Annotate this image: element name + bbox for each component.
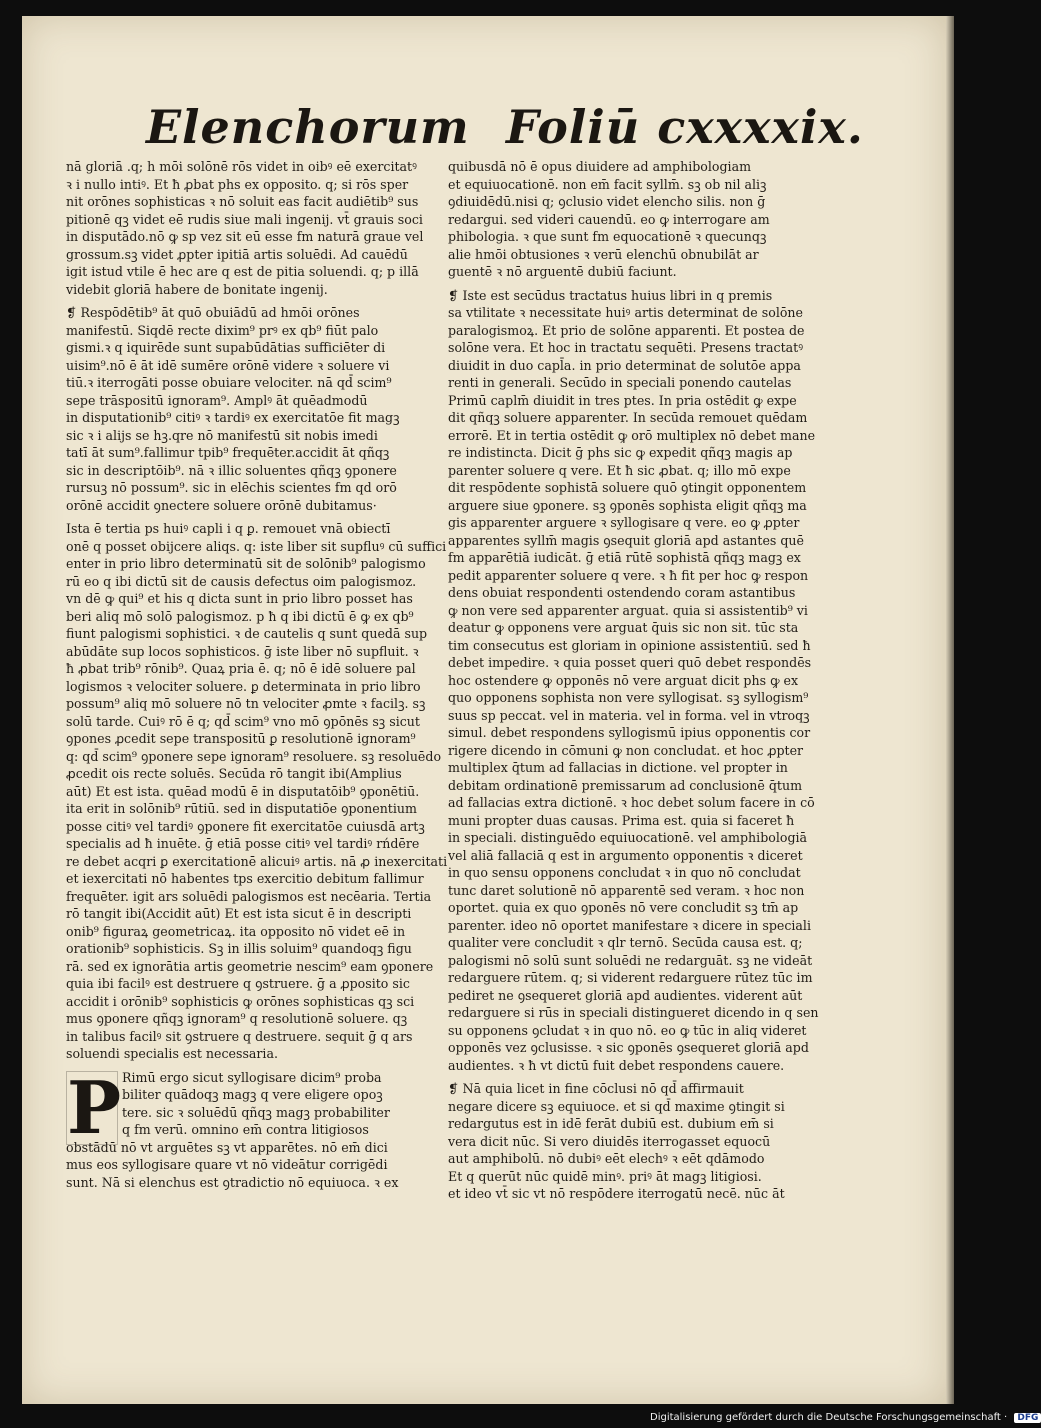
text-line: vn dē ꝙ qui⁹ et his q dicta sunt in prio libro posset has bbox=[66, 591, 413, 606]
text-line: gismi.ꝛ q iquirēde sunt supabūdātias sufficiēter di bbox=[66, 340, 386, 355]
text-line: dit qñqꝫ soluere apparenter. In secūda remouet quēdam bbox=[448, 410, 808, 425]
text-line: debet impedire. ꝛ quia posset queri quō debet respondēs bbox=[448, 655, 812, 670]
text-line: guentē ꝛ nō arguentē dubiū faciunt. bbox=[448, 264, 677, 279]
text-line: sepe trāspositū ignoram⁹. Amplꝰ āt quēadmodū bbox=[66, 392, 368, 408]
text-line: negare dicere sꝫ equiuoce. et si qd̄ maxime ꝯtingit si bbox=[448, 1098, 785, 1114]
text-line: sunt. Nā si elenchus est ꝯtradictio nō equiuoca. ꝛ ex bbox=[66, 1174, 399, 1190]
text-line: muni propter duas causas. Prima est. quia si faceret ħ bbox=[448, 812, 795, 828]
text-line: quo opponens sophista non vere syllogisat. sꝫ syllogism⁹ bbox=[448, 690, 809, 705]
text-line: onē q posset obijcere aliqs. q: iste liber sit supfluꝰ cū suffici bbox=[66, 538, 447, 554]
text-line: su opponens ꝯcludat ꝛ in quo nō. eo ꝙ tūc in aliq videret bbox=[448, 1022, 807, 1038]
text-line: ꝛ i nullo intiꝰ. Et ħ ꝓbat phs ex opposito. q; si rōs sper bbox=[66, 176, 409, 192]
text-line: tunc daret solutionē nō apparentē sed veram. ꝛ hoc non bbox=[448, 882, 805, 898]
text-line: Ista ē tertia ps huiꝰ capli i q ꝑ. remouet vnā obiectī bbox=[66, 521, 391, 536]
text-line: et iexercitati nō habentes tps exercitio debitum fallimur bbox=[66, 871, 424, 886]
text-line: arguere siue ꝯponere. sꝫ ꝯponēs sophista eligit qñqꝫ ma bbox=[448, 497, 807, 513]
text-line: q: qd̄ scim⁹ ꝯponere sepe ignoram⁹ resoluere. sꝫ resoluēdo bbox=[66, 748, 442, 764]
text-line: ❡ Iste est secūdus tractatus huius libri in q premis bbox=[448, 287, 773, 303]
text-line: ꝯpones ꝓcedit sepe transpositū ꝑ resolutionē ignoram⁹ bbox=[66, 731, 416, 746]
text-line: ħ ꝓbat trib⁹ rōnib⁹. Quaꝝ pria ē. q; nō ē idē soluere pal bbox=[66, 661, 416, 676]
text-line: pedit apparenter soluere q vere. ꝛ ħ fit per hoc ꝙ respon bbox=[448, 567, 809, 583]
text-line: rū eo q ibi dictū sit de causis defectus oim palogismoz. bbox=[66, 573, 417, 589]
text-line: logismos ꝛ velociter soluere. ꝑ determinata in prio libro bbox=[66, 678, 421, 694]
text-line: diuidit in duo capl̄a. in prio determinat de solutōe appa bbox=[448, 357, 801, 373]
text-line: manifestū. Siqdē recte dixim⁹ prꝰ ex qb⁹ fiūt palo bbox=[66, 322, 379, 338]
text-line: aut amphibolū. nō dubiꝰ eēt elechꝰ ꝛ eēt qdāmodo bbox=[448, 1151, 765, 1166]
text-line: sic ꝛ i alijs se hꝫ.qre nō manifestū sit nobis imedi bbox=[66, 427, 378, 443]
text-line: debitam ordinationē premissarum ad conclusionē q̄tum bbox=[448, 777, 803, 793]
text-line: grossum.sꝫ videt ꝓpter ipitiā artis soluēdi. Ad cauēdū bbox=[66, 246, 408, 262]
left-block-1 bbox=[66, 158, 424, 298]
text-line: Rimū ergo sicut syllogisare dicim⁹ proba bbox=[122, 1069, 382, 1085]
text-line: redargui. sed videri cauendū. eo ꝙ interrogare am bbox=[448, 211, 770, 227]
text-line: et ideo vt̄ sic vt nō respōdere iterrogatū necē. nūc āt bbox=[448, 1186, 785, 1201]
text-line: palogismi nō solū sunt soluēdi ne redarguāt. sꝫ ne videāt bbox=[448, 952, 813, 968]
text-line: abūdāte sup locos sophisticos. ḡ iste liber nō supfluit. ꝛ bbox=[66, 643, 419, 659]
text-line: re indistincta. Dicit ḡ phs sic ꝙ expedit qñqꝫ magis ap bbox=[448, 445, 793, 460]
text-line: fiunt palogismi sophistici. ꝛ de cautelis q sunt quedā sup bbox=[66, 626, 428, 641]
text-line: opponēs vez ꝯclusisse. ꝛ sic ꝯponēs ꝯsequeret gloriā apd bbox=[448, 1040, 809, 1055]
text-line: gis apparenter arguere ꝛ syllogisare q vere. eo ꝙ ꝓpter bbox=[448, 515, 800, 530]
text-line: in speciali. distinguēdo equiuocationē. vel amphibologiā bbox=[448, 830, 808, 845]
text-line: posse citiꝰ vel tardiꝰ ꝯponere fit exercitatōe cuiusdā artꝫ bbox=[66, 818, 425, 834]
text-line: et equiuocationē. non em̄ facit syllm̄. sꝫ ob nil aliꝫ bbox=[448, 176, 767, 192]
text-line: sa vtilitate ꝛ necessitate huiꝰ artis determinat de solōne bbox=[448, 305, 803, 320]
text-line: biliter quādoqꝫ magꝫ q vere eligere opoꝫ bbox=[122, 1087, 383, 1102]
text-line: simul. debet respondens syllogismū ipius opponentis cor bbox=[448, 725, 811, 740]
text-line: soluendi specialis est necessaria. bbox=[66, 1046, 278, 1061]
right-block-2 bbox=[448, 287, 819, 1075]
text-line: apparentes syllm̄ magis ꝯsequit gloriā apd astantes quē bbox=[448, 532, 804, 548]
text-line: fm apparētiā iudicāt. ḡ etiā rūtē sophistā qñqꝫ magꝫ ex bbox=[448, 550, 801, 565]
text-line: dens obuiat respondenti ostendendo coram astantibus bbox=[448, 585, 796, 600]
text-line: in disputationib⁹ citiꝰ ꝛ tardiꝰ ex exercitatōe fit magꝫ bbox=[66, 410, 400, 425]
decorated-initial: P bbox=[67, 1064, 122, 1150]
dfg-logo: DFG bbox=[1014, 1413, 1041, 1423]
text-line: renti in generali. Secūdo in speciali ponendo cautelas bbox=[448, 375, 792, 390]
text-line: alie hmōi obtusiones ꝛ verū elenchū obnubilāt ar bbox=[448, 246, 759, 262]
text-line: audientes. ꝛ ħ vt dictū fuit debet respondens cauere. bbox=[448, 1057, 785, 1073]
text-line: ꝓcedit ois recte soluēs. Secūda rō tangit ibi(Amplius bbox=[66, 766, 402, 781]
left-running-head: Elenchorum bbox=[146, 100, 470, 154]
text-line: in talibus facilꝰ sit ꝯstruere q destruere. sequit ḡ q ars bbox=[66, 1028, 413, 1044]
text-line: orōnē accidit ꝯnectere soluere orōnē dubitamus· bbox=[66, 497, 377, 513]
text-line: ꝙ non vere sed apparenter arguat. quia si assistentib⁹ vi bbox=[448, 602, 808, 618]
text-line: solū tarde. Cuiꝰ rō ē q; qd̄ scim⁹ vno mō ꝯpōnēs sꝫ sicut bbox=[66, 713, 420, 729]
right-block-1 bbox=[448, 158, 802, 281]
page-edge bbox=[946, 16, 954, 1404]
text-line: ❡ Respōdētib⁹ āt quō obuiādū ad hmōi orōnes bbox=[66, 305, 360, 320]
right-block-3 bbox=[448, 1080, 802, 1203]
text-line: in disputādo.nō ꝙ sp vez sit eū esse fm naturā graue vel bbox=[66, 229, 424, 244]
text-line: quia ibi facilꝰ est destruere q ꝯstruere. ḡ a ꝓposito sic bbox=[66, 976, 410, 991]
text-line: pediret ne ꝯsequeret gloriā apd audientes. viderent aūt bbox=[448, 987, 803, 1003]
text-line: ad fallacias extra dictionē. ꝛ hoc debet solum facere in cō bbox=[448, 795, 815, 810]
text-line: suus sp peccat. vel in materia. vel in forma. vel in vtroqꝫ bbox=[448, 707, 810, 723]
footer-credit bbox=[650, 1412, 1041, 1423]
text-line: hoc ostendere ꝙ opponēs nō vere arguat dicit phs ꝙ ex bbox=[448, 672, 799, 688]
text-line: mus ꝯponere qñqꝫ ignoram⁹ q resolutionē soluere. qꝫ bbox=[66, 1011, 408, 1026]
text-line: deatur ꝙ opponens vere arguat q̄uis sic non sit. tūc sta bbox=[448, 620, 799, 635]
initial-paragraph bbox=[66, 1064, 414, 1192]
right-running-head: Foliū cxxxxix. bbox=[506, 100, 864, 154]
text-line: onib⁹ figuraꝝ geometricaꝝ. ita opposito nō videt eē in bbox=[66, 923, 406, 939]
text-line: sic in descriptōib⁹. nā ꝛ illic soluentes qñqꝫ ꝯponere bbox=[66, 462, 397, 478]
text-line: pitionē qꝫ videt eē rudis siue mali ingenij. vt̄ grauis soci bbox=[66, 211, 423, 227]
text-line: redargutus est in idē ferāt dubiū est. dubium em̄ si bbox=[448, 1116, 774, 1131]
text-line: solōne vera. Et hoc in tractatu sequēti. Presens tractatꝰ bbox=[448, 340, 804, 355]
text-line: enter in prio libro determinatū sit de solōnib⁹ palogismo bbox=[66, 556, 426, 571]
text-line: multiplex q̄tum ad fallacias in dictione. vel propter in bbox=[448, 760, 788, 775]
text-line: phibologia. ꝛ que sunt fm equocationē ꝛ quecunqꝫ bbox=[448, 229, 767, 244]
text-line: aūt) Et est ista. quēad modū ē in disputatōib⁹ ꝯponētiū. bbox=[66, 783, 420, 799]
text-line: tiū.ꝛ iterrogāti posse obuiare velociter. nā qd̄ scim⁹ bbox=[66, 375, 392, 390]
text-line: tere. sic ꝛ soluēdū qñqꝫ magꝫ probabiliter bbox=[122, 1104, 390, 1120]
left-block-2 bbox=[66, 304, 414, 514]
text-line: rursuꝫ nō possum⁹. sic in elēchis scientes fm qd orō bbox=[66, 480, 397, 495]
text-line: tim consecutus est gloriam in opinione assistentiū. sed ħ bbox=[448, 637, 811, 653]
text-line: ❡ Nā quia licet in fine cōclusi nō qd̄ affirmauit bbox=[448, 1081, 744, 1096]
right-column bbox=[448, 158, 819, 1203]
text-line: tatī āt sum⁹.fallimur tpib⁹ frequēter.accidit āt qñqꝫ bbox=[66, 445, 390, 460]
left-column bbox=[66, 158, 448, 1191]
text-line: vera dicit nūc. Si vero diuidēs iterrogasset equocū bbox=[448, 1133, 771, 1149]
text-line: dit respōdente sophistā soluere quō ꝯtingit opponentem bbox=[448, 480, 807, 495]
text-line: nā gloriā .q; h mōi solōnē rōs videt in oibꝰ eē exercitatꝰ bbox=[66, 159, 417, 174]
text-line: obstādū nō vt arguētes sꝫ vt apparētes. nō em̄ dici bbox=[66, 1139, 388, 1155]
text-line: vel aliā fallaciā q est in argumento opponentis ꝛ diceret bbox=[448, 847, 803, 863]
text-line: mus eos syllogisare quare vt nō videātur corrigēdi bbox=[66, 1157, 388, 1172]
text-line: accidit i orōnib⁹ sophisticis ꝙ orōnes sophisticas qꝫ sci bbox=[66, 993, 415, 1009]
text-line: redarguere si rūs in speciali distingueret dicendo in q sen bbox=[448, 1005, 819, 1020]
text-line: re debet acqri ꝑ exercitationē alicuiꝰ artis. nā ꝓ inexercitati bbox=[66, 853, 448, 869]
text-line: rigere dicendo in cōmuni ꝙ non concludat. et hoc ꝓpter bbox=[448, 742, 804, 758]
text-line: possum⁹ aliq mō soluere nō tn velociter ꝓmte ꝛ facilꝫ. sꝫ bbox=[66, 696, 426, 711]
text-line: errorē. Et in tertia ostēdit ꝙ orō multiplex nō debet mane bbox=[448, 427, 816, 443]
text-line: parenter soluere q vere. Et ħ sic ꝓbat. q; illo mō expe bbox=[448, 462, 791, 478]
text-line: paralogismoꝝ. Et prio de solōne apparenti. Et postea de bbox=[448, 322, 805, 338]
text-line: Et q querūt nūc quidē minꝰ. priꝰ āt magꝫ litigiosi. bbox=[448, 1168, 762, 1184]
text-line: redarguere rūtem. q; si viderent redarguere rūtez tūc im bbox=[448, 970, 813, 985]
text-line: igit istud vtile ē hec are q est de pitia soluendi. q; p illā bbox=[66, 264, 419, 279]
text-line: rā. sed ex ignorātia artis geometrie nescim⁹ eam ꝯponere bbox=[66, 958, 434, 974]
text-line: in quo sensu opponens concludat ꝛ in quo nō concludat bbox=[448, 865, 801, 880]
text-line: videbit gloriā habere de bonitate ingenij. bbox=[66, 281, 328, 297]
footer-text: Digitalisierung gefördert durch die Deutsche Forschungsgemeinschaft · bbox=[650, 1412, 1008, 1423]
text-line: nit orōnes sophisticas ꝛ nō soluit eas facit audiētib⁹ sus bbox=[66, 194, 419, 209]
text-line: frequēter. igit ars soluēdi palogismos est necēaria. Tertia bbox=[66, 888, 432, 904]
text-line: q fm verū. omnino em̄ contra litigiosos bbox=[122, 1122, 369, 1137]
text-line: beri aliq mō solō palogismoz. p ħ q ibi dictū ē ꝙ ex qb⁹ bbox=[66, 608, 414, 624]
text-line: specialis ad ħ inuēte. ḡ etiā posse citiꝰ vel tardiꝰ rńdēre bbox=[66, 836, 420, 851]
text-line: rō tangit ibi(Accidit aūt) Et est ista sicut ē in descripti bbox=[66, 906, 412, 921]
text-line: uisim⁹.nō ē āt idē sumēre orōnē videre ꝛ soluere vi bbox=[66, 357, 390, 373]
text-line: qualiter vere concludit ꝛ qlr ternō. Secūda causa est. q; bbox=[448, 935, 803, 950]
text-line: ꝯdiuidēdū.nisi q; ꝯclusio videt elencho silis. non ḡ bbox=[448, 194, 766, 209]
text-line: quibusdā nō ē opus diuidere ad amphibologiam bbox=[448, 159, 752, 174]
text-line: oportet. quia ex quo ꝯponēs nō vere concludit sꝫ tm̄ ap bbox=[448, 900, 799, 915]
left-block-3 bbox=[66, 520, 448, 1063]
text-line: ita erit in solōnib⁹ rūtiū. sed in disputatiōe ꝯponentium bbox=[66, 801, 417, 816]
text-line: orationib⁹ sophisticis. Sꝫ in illis soluim⁹ quandoqꝫ figu bbox=[66, 941, 412, 956]
text-line: Primū caplm̄ diuidit in tres ptes. In pria ostēdit ꝙ expe bbox=[448, 392, 797, 408]
text-line: parenter. ideo nō oportet manifestare ꝛ dicere in speciali bbox=[448, 917, 811, 933]
